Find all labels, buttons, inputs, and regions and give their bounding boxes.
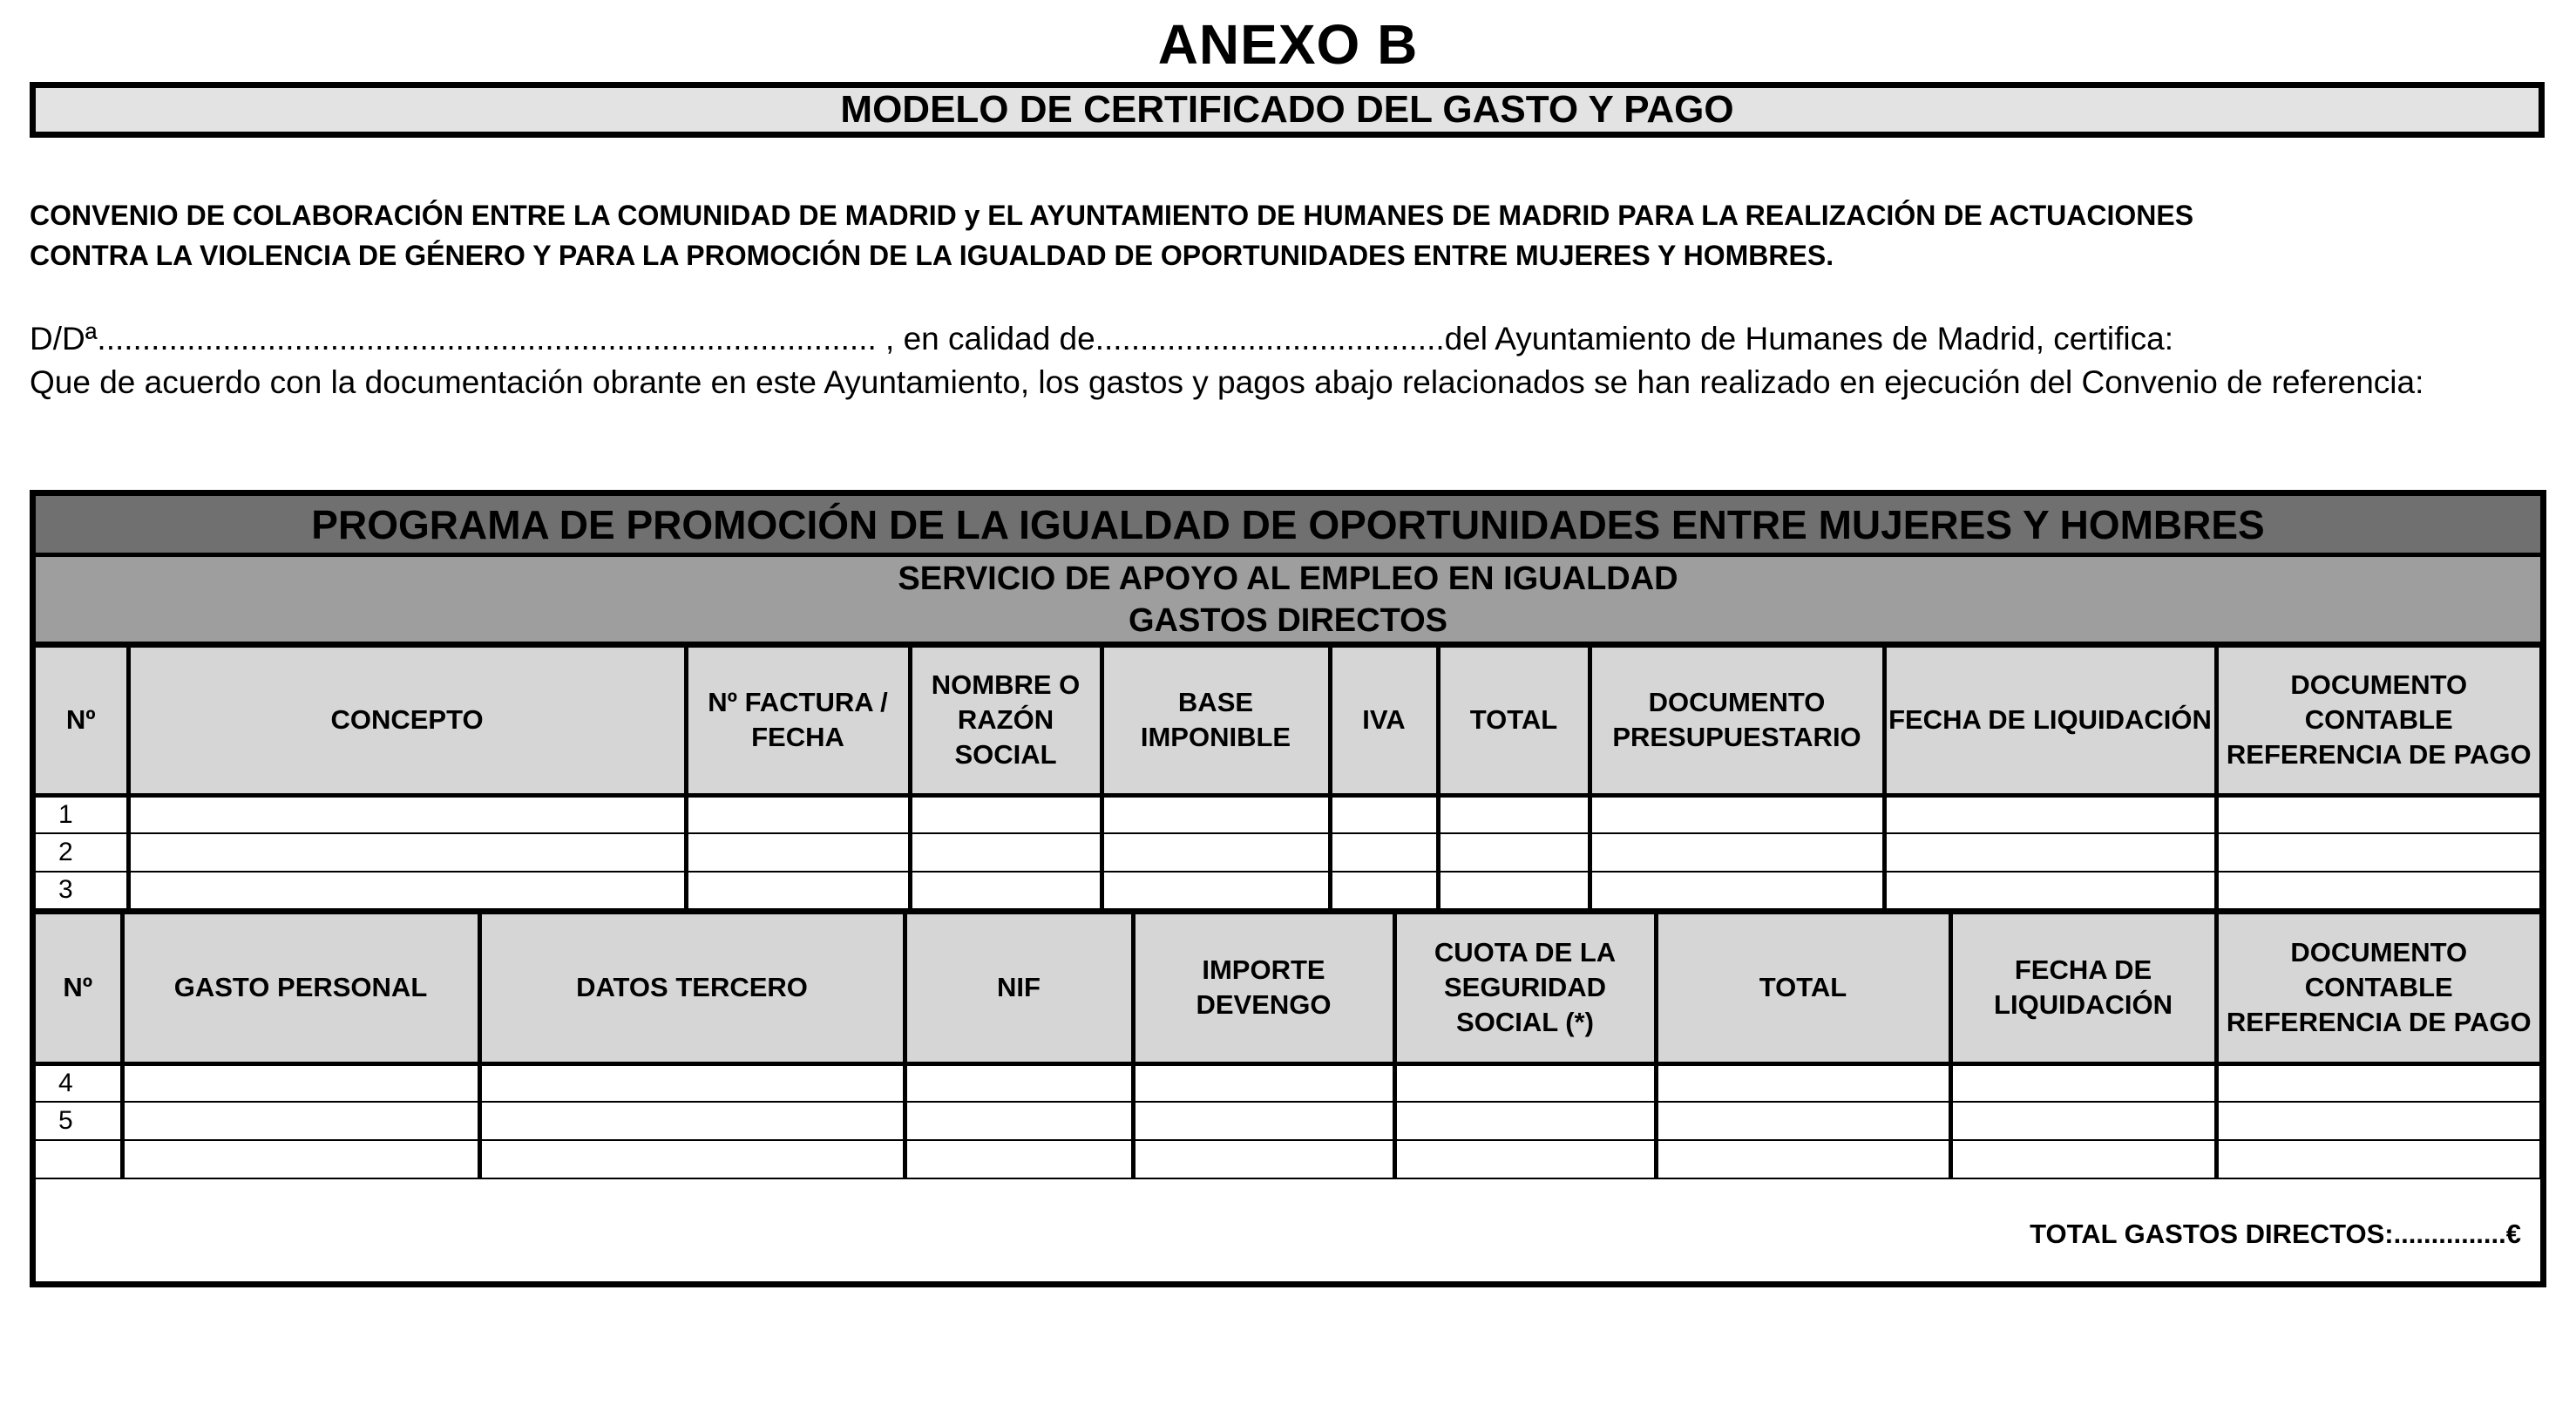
cell-total[interactable]	[1438, 833, 1590, 872]
cell-gasto-personal[interactable]	[122, 1140, 479, 1178]
model-title: MODELO DE CERTIFICADO DEL GASTO Y PAGO	[30, 82, 2545, 138]
cell-fecha[interactable]	[1950, 1063, 2216, 1102]
row-number: 5	[36, 1102, 122, 1140]
col-header-total: TOTAL	[1438, 647, 1590, 795]
cell-total[interactable]	[1656, 1063, 1950, 1102]
personnel-header-row	[36, 913, 2540, 1063]
col-header-num: Nº	[36, 913, 122, 1063]
service-title-block	[36, 557, 2540, 646]
table-row	[36, 1063, 2540, 1102]
table-row	[36, 1140, 2540, 1178]
col-header-num: Nº	[36, 647, 128, 795]
cell-concepto[interactable]	[128, 872, 686, 910]
cell-cuota[interactable]	[1394, 1063, 1656, 1102]
row-number: 2	[36, 833, 128, 872]
cell-iva[interactable]	[1330, 872, 1438, 910]
cell-total[interactable]	[1438, 872, 1590, 910]
table-row	[36, 872, 2540, 910]
cell-total[interactable]	[1656, 1140, 1950, 1178]
cell-fecha[interactable]	[1884, 833, 2216, 872]
col-header-gasto-personal: GASTO PERSONAL	[122, 913, 479, 1063]
cell-nombre[interactable]	[910, 833, 1102, 872]
cert-line-2: Que de acuerdo con la documentación obrante en este Ayuntamiento, los gastos y pagos abajo relacionados se han realizado en ejecución del Convenio de referencia:	[30, 364, 2424, 400]
cell-fecha[interactable]	[1884, 872, 2216, 910]
cell-iva[interactable]	[1330, 833, 1438, 872]
cell-fecha[interactable]	[1884, 795, 2216, 833]
cell-doc-contable[interactable]	[2216, 795, 2540, 833]
cell-datos-tercero[interactable]	[479, 1102, 905, 1140]
cell-factura[interactable]	[686, 833, 910, 872]
row-number	[36, 1140, 122, 1178]
cell-total[interactable]	[1438, 795, 1590, 833]
cell-factura[interactable]	[686, 795, 910, 833]
cell-base[interactable]	[1102, 872, 1330, 910]
table-row	[36, 833, 2540, 872]
col-header-cuota-ss: CUOTA DE LA SEGURIDAD SOCIAL (*)	[1394, 913, 1656, 1063]
col-header-base-imponible: BASE IMPONIBLE	[1102, 647, 1330, 795]
cell-nif[interactable]	[905, 1102, 1133, 1140]
col-header-fecha-liquidacion: FECHA DE LIQUIDACIÓN	[1950, 913, 2216, 1063]
cell-concepto[interactable]	[128, 795, 686, 833]
cell-iva[interactable]	[1330, 795, 1438, 833]
expenses-table	[36, 646, 2541, 913]
col-header-fecha-liquidacion: FECHA DE LIQUIDACIÓN	[1884, 647, 2216, 795]
col-header-nif: NIF	[905, 913, 1133, 1063]
convenio-line-2: CONTRA LA VIOLENCIA DE GÉNERO Y PARA LA PROMOCIÓN DE LA IGUALDAD DE OPORTUNIDADES ENTRE MUJERES Y HOMBRES.	[30, 240, 1834, 271]
cell-doc-presup[interactable]	[1590, 833, 1884, 872]
cell-fecha[interactable]	[1950, 1102, 2216, 1140]
col-header-documento-contable: DOCUMENTO CONTABLE REFERENCIA DE PAGO	[2216, 913, 2540, 1063]
cell-nif[interactable]	[905, 1063, 1133, 1102]
cell-nombre[interactable]	[910, 872, 1102, 910]
row-number: 1	[36, 795, 128, 833]
cell-doc-presup[interactable]	[1590, 795, 1884, 833]
cell-doc-contable[interactable]	[2216, 1140, 2540, 1178]
expenses-header-row	[36, 647, 2540, 795]
cell-nombre[interactable]	[910, 795, 1102, 833]
certification-text	[30, 317, 2545, 404]
col-header-concepto: CONCEPTO	[128, 647, 686, 795]
expense-table-frame	[30, 490, 2546, 1287]
service-subtitle: GASTOS DIRECTOS	[1129, 601, 1447, 639]
cell-factura[interactable]	[686, 872, 910, 910]
cell-gasto-personal[interactable]	[122, 1102, 479, 1140]
table-row	[36, 1102, 2540, 1140]
cell-cuota[interactable]	[1394, 1140, 1656, 1178]
cell-doc-contable[interactable]	[2216, 833, 2540, 872]
annex-title: ANEXO B	[1157, 13, 1419, 76]
row-number: 3	[36, 872, 128, 910]
cell-importe[interactable]	[1133, 1063, 1394, 1102]
program-title: PROGRAMA DE PROMOCIÓN DE LA IGUALDAD DE OPORTUNIDADES ENTRE MUJERES Y HOMBRES	[36, 496, 2540, 557]
cell-base[interactable]	[1102, 833, 1330, 872]
col-header-iva: IVA	[1330, 647, 1438, 795]
personnel-table	[36, 913, 2541, 1179]
cell-importe[interactable]	[1133, 1140, 1394, 1178]
cell-nif[interactable]	[905, 1140, 1133, 1178]
table-row	[36, 795, 2540, 833]
cell-doc-contable[interactable]	[2216, 1063, 2540, 1102]
cell-datos-tercero[interactable]	[479, 1140, 905, 1178]
cell-doc-presup[interactable]	[1590, 872, 1884, 910]
cell-doc-contable[interactable]	[2216, 1102, 2540, 1140]
col-header-total: TOTAL	[1656, 913, 1950, 1063]
cell-doc-contable[interactable]	[2216, 872, 2540, 910]
col-header-factura: Nº FACTURA / FECHA	[686, 647, 910, 795]
col-header-datos-tercero: DATOS TERCERO	[479, 913, 905, 1063]
cell-gasto-personal[interactable]	[122, 1063, 479, 1102]
col-header-nombre: NOMBRE O RAZÓN SOCIAL	[910, 647, 1102, 795]
convenio-line-1: CONVENIO DE COLABORACIÓN ENTRE LA COMUNIDAD DE MADRID y EL AYUNTAMIENTO DE HUMANES DE MADRID PARA LA REALIZACIÓN DE ACTUACIONES	[30, 200, 2194, 231]
cell-concepto[interactable]	[128, 833, 686, 872]
cell-base[interactable]	[1102, 795, 1330, 833]
cert-line-1: D/Dª....................................................................................... , en calidad de.......................................del Ayuntamiento de Humanes de Madrid, certifica:	[30, 321, 2174, 356]
cell-total[interactable]	[1656, 1102, 1950, 1140]
cell-cuota[interactable]	[1394, 1102, 1656, 1140]
col-header-documento-presupuestario: DOCUMENTO PRESUPUESTARIO	[1590, 647, 1884, 795]
row-number: 4	[36, 1063, 122, 1102]
cell-datos-tercero[interactable]	[479, 1063, 905, 1102]
total-gastos-directos: TOTAL GASTOS DIRECTOS:...............€	[2030, 1219, 2521, 1249]
convenio-heading	[30, 195, 2557, 275]
col-header-documento-contable: DOCUMENTO CONTABLE REFERENCIA DE PAGO	[2216, 647, 2540, 795]
service-title: SERVICIO DE APOYO AL EMPLEO EN IGUALDAD	[898, 560, 1678, 597]
cell-fecha[interactable]	[1950, 1140, 2216, 1178]
cell-importe[interactable]	[1133, 1102, 1394, 1140]
col-header-importe-devengo: IMPORTE DEVENGO	[1133, 913, 1394, 1063]
